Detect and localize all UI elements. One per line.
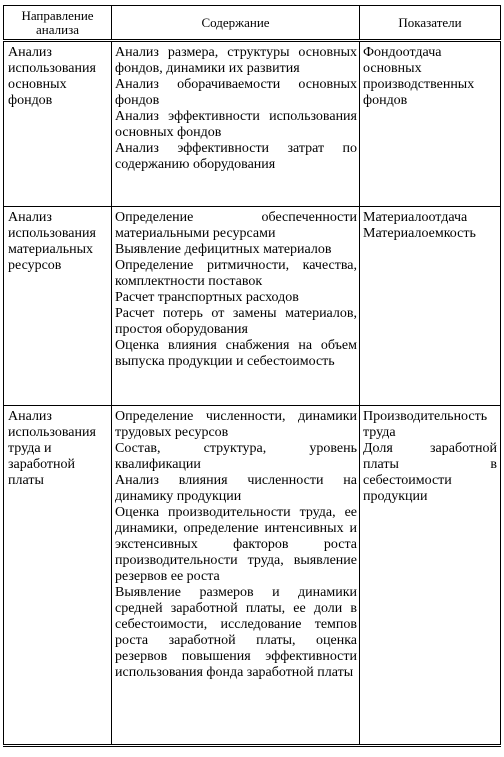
indicator-item: Фондоотдача основных производственных фондов [363,45,475,108]
indicator-item: Доля заработной платы в себестоимости продукции [363,441,497,504]
content-item: Выявление размеров и динамики средней заработной платы, ее доли в себестоимости, исследование темпов роста заработной платы, оценка резервов повышения эффективности использования фонда заработной платы [115,585,357,680]
content-item: Определение обеспеченности материальными ресурсами [115,210,357,241]
content-item: Анализ эффективности затрат по содержанию оборудования [115,141,357,172]
header-direction: Направление анализа [4,6,112,41]
row-direction: Анализ использования труда и заработной платы [4,406,112,746]
row-indicators [360,406,501,746]
content-item: Оценка влияния снабжения на объем выпуска продукции и себестоимость [115,338,357,369]
row-direction: Анализ использования материальных ресурсов [4,207,112,406]
analysis-table [3,5,501,747]
header-row [4,6,501,41]
indicator-item: Производительность труда [363,409,488,440]
content-item: Состав, структура, уровень квалификации [115,441,357,472]
header-indicators: Показатели [360,6,501,41]
indicator-item: Материалоемкость [363,226,476,241]
row-content [112,406,360,746]
content-item: Анализ оборачиваемости основных фондов [115,77,357,108]
content-item: Определение численности, динамики трудовых ресурсов [115,409,357,440]
content-item: Оценка производительности труда, ее динамики, определение интенсивных и экстенсивных факторов роста производительности труда, выявление резервов ее роста [115,505,357,584]
indicator-item: Материалоотдача [363,210,468,225]
table-row [4,406,501,746]
row-direction: Анализ использования основных фондов [4,41,112,207]
content-item: Выявление дефицитных материалов [115,242,332,257]
content-item: Анализ эффективности использования основных фондов [115,109,357,140]
content-item: Определение ритмичности, качества, комплектности поставок [115,258,357,289]
row-indicators [360,207,501,406]
table-row [4,41,501,207]
row-content [112,207,360,406]
table-row [4,207,501,406]
content-item: Анализ размера, структуры основных фондов, динамики их развития [115,45,357,76]
row-indicators [360,41,501,207]
content-item: Расчет потерь от замены материалов, простоя оборудования [115,306,357,337]
header-content: Содержание [112,6,360,41]
row-content [112,41,360,207]
content-item: Расчет транспортных расходов [115,290,299,305]
content-item: Анализ влияния численности на динамику продукции [115,473,357,504]
